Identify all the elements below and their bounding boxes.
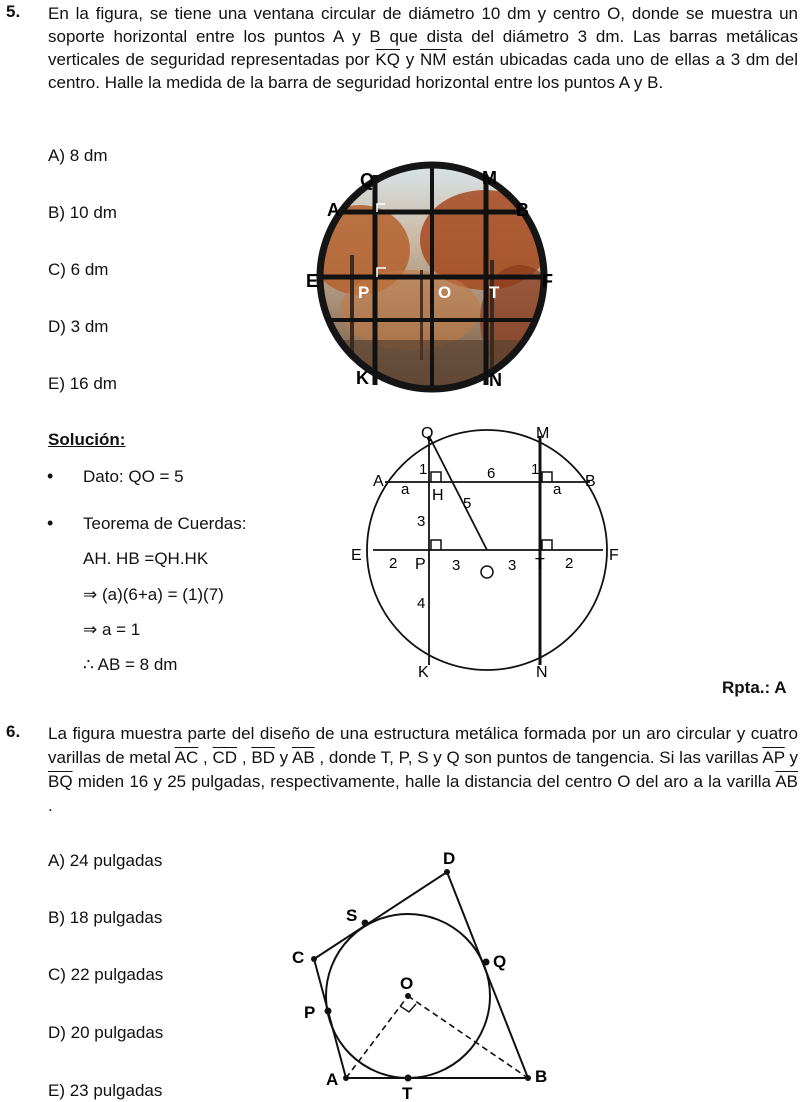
option6-c: C) 22 pulgadas [48,965,164,984]
label-a: A [327,200,340,220]
diag-label-m: M [536,425,550,442]
label-k: K [356,368,369,388]
diag-num-5: 5 [463,495,472,512]
solution-dato: • Dato: QO = 5 [83,467,184,487]
segment-bd: $\overline{BD}$ [251,748,275,767]
diag-num-2-left: 2 [389,555,398,572]
diag-label-b: B [585,473,596,490]
solution-step-1: AH. HB =QH.HK [83,549,209,568]
label-f: F [542,271,553,291]
fig6-label-s: S [346,906,358,925]
segment-cd: $\overline{CD}$ [212,748,238,767]
label-q: Q [360,170,375,190]
option6-b: B) 18 pulgadas [48,908,163,927]
solution-teorema: • Teorema de Cuerdas: [83,514,246,534]
segment-ab-2: $\overline{AB}$ [775,772,798,791]
diag-var-a-left: a [401,481,410,498]
problem-5-statement: En la figura, se tiene una ventana circular de diámetro 10 dm y centro O, donde se muestra un soporte horizontal entre los puntos A y B que dista del diámetro 3 dm. Las barras metálicas verticales de seguridad representadas por $\overline{KQ}$ y $\overline{NM}$ están ubicadas cada uno de ellas a 3 dm del centro. Halle la medida de la barra de seguridad horizontal entre los puntos A y B. [48,4,798,92]
diag-num-6: 6 [487,465,496,482]
diag-var-a-right: a [553,481,562,498]
fig6-label-b: B [535,1067,548,1086]
window-scene-image [310,160,560,400]
diag-label-k: K [418,664,429,681]
option-b: B) 10 dm [48,203,117,222]
problem-5-number: 5. [6,2,21,21]
diag-num-3-left: 3 [452,557,461,574]
diag-label-p: P [415,556,426,573]
fig6-label-d: D [443,849,456,868]
label-n: N [489,370,502,390]
fig6-label-a: A [326,1070,339,1089]
fig6-label-t: T [402,1084,413,1102]
solution-title: Solución: [48,430,126,449]
diag-num-2-right: 2 [565,555,574,572]
option-d: D) 3 dm [48,317,109,336]
diag-label-a: A [373,473,384,490]
diag-label-e: E [351,547,362,564]
problem-5-answer: Rpta.: A [722,678,787,697]
diag-num-1a: 1 [419,461,428,478]
solution-step-2: ⇒ (a)(6+a) = (1)(7) [83,585,224,604]
diag-num-3-vertical: 3 [417,513,426,530]
fig6-label-q: Q [493,952,507,971]
diag-num-4: 4 [417,595,426,612]
label-t: T [489,283,500,302]
solution-step-4: ∴ AB = 8 dm [83,655,178,674]
diag-num-1b: 1 [531,461,540,478]
option6-d: D) 20 pulgadas [48,1023,164,1042]
tangential-quadrilateral-figure [280,815,570,1102]
label-p: P [358,283,370,302]
fig6-label-c: C [292,948,305,967]
diag-label-n: N [536,664,548,681]
segment-ap: $\overline{AP}$ [762,748,785,767]
option-a: A) 8 dm [48,146,108,165]
fig6-label-o: O [400,974,414,993]
diag-label-q: Q [421,425,434,442]
solution-diagram [345,422,635,684]
diag-label-h: H [432,487,444,504]
problem-6-number: 6. [6,722,21,741]
option6-e: E) 23 pulgadas [48,1081,163,1100]
segment-ab: $\overline{AB}$ [292,748,315,767]
option6-a: A) 24 pulgadas [48,851,163,870]
segment-nm: $\overline{NM}$ [420,50,447,69]
window-figure [290,160,580,400]
label-o: O [438,283,452,302]
fig6-label-p: P [304,1003,316,1022]
diag-num-3-right: 3 [508,557,517,574]
diag-label-t: T [535,556,545,573]
problem-6-statement: La figura muestra parte del diseño de una estructura metálica formada por un aro circular y cuatro varillas de metal $\overline{AC}$ , $\overline{CD}$ , $\overline{BD}$ y $\overline{AB}$ , donde T, P, S y Q son puntos de tangencia. Si las varillas $\overline{AP}$ y $\overline{BQ}$ miden 16 y 25 pulgadas, respectivamente, halle la distancia del centro O del aro a la varilla $\overline{AB}$ . [48,724,798,815]
diag-label-f: F [609,547,619,564]
segment-bq: $\overline{BQ}$ [48,772,73,791]
option-e: E) 16 dm [48,374,117,393]
label-e: E [306,271,319,291]
solution-step-3: ⇒ a = 1 [83,620,141,639]
label-m: M [482,168,497,188]
segment-ac: $\overline{AC}$ [174,748,199,767]
label-b: B [516,200,529,220]
option-c: C) 6 dm [48,260,109,279]
segment-kq: $\overline{KQ}$ [375,50,400,69]
